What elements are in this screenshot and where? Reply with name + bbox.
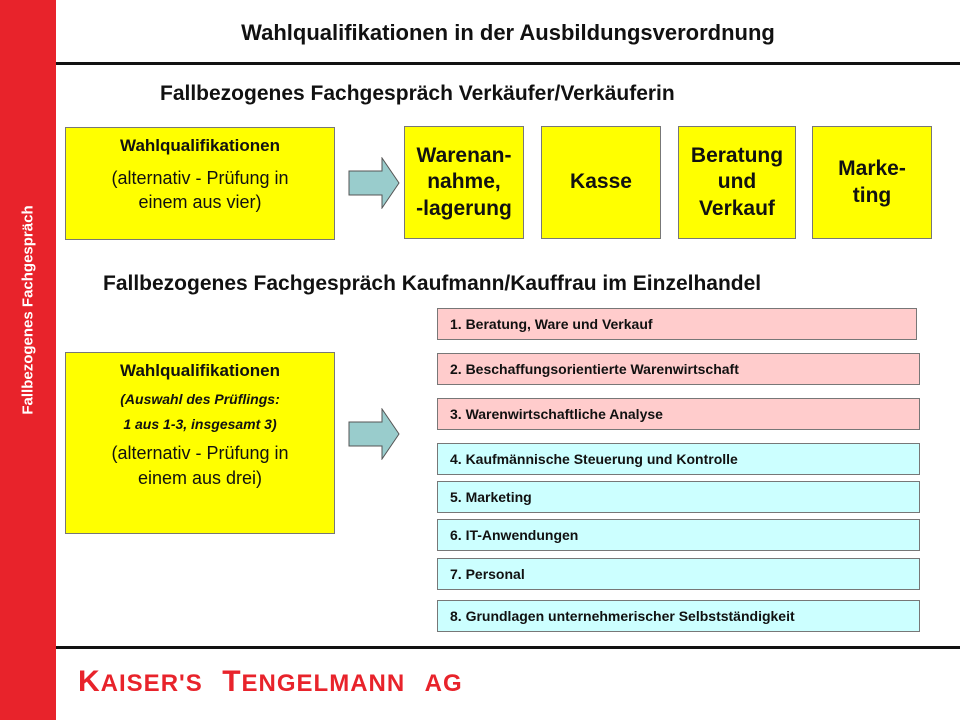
option-beratung-line3: Verkauf bbox=[699, 196, 775, 220]
company-logo bbox=[78, 665, 463, 699]
option-warenannahme-line2: nahme, bbox=[427, 170, 501, 194]
option-warenannahme-line1: Warenan- bbox=[416, 144, 512, 168]
section1-arrow-icon bbox=[348, 157, 400, 209]
section2-wq-ital2: 1 aus 1-3, insgesamt 3) bbox=[123, 416, 277, 433]
option-marketing-line2: ting bbox=[852, 183, 892, 207]
bottom-divider bbox=[56, 646, 960, 649]
section2-heading: Fallbezogenes Fachgespräch Kaufmann/Kauffrau im Einzelhandel bbox=[103, 272, 762, 295]
sidebar-label: Fallbezogenes Fachgespräch bbox=[19, 205, 37, 415]
list-item-6: 6. IT-Anwendungen bbox=[437, 519, 920, 551]
list-item-4: 4. Kaufmännische Steuerung und Kontrolle bbox=[437, 443, 920, 475]
option-marketing bbox=[812, 126, 932, 239]
logo-engelmann: ENGELMANN bbox=[241, 670, 406, 697]
page-title: Wahlqualifikationen in der Ausbildungsverordnung bbox=[241, 20, 775, 45]
section2-wq-ital1: (Auswahl des Prüflings: bbox=[120, 391, 280, 407]
section1-heading: Fallbezogenes Fachgespräch Verkäufer/Verkäuferin bbox=[160, 82, 675, 105]
logo-aiser: AISER bbox=[100, 670, 180, 697]
sidebar bbox=[0, 0, 56, 720]
option-kasse-line1: Kasse bbox=[570, 170, 632, 194]
section2-wq-box bbox=[65, 352, 335, 534]
logo-t: T bbox=[222, 665, 242, 698]
option-warenannahme-line3: -lagerung bbox=[416, 196, 512, 220]
logo-ag: AG bbox=[424, 670, 463, 697]
list-item-8: 8. Grundlagen unternehmerischer Selbstständigkeit bbox=[437, 600, 920, 632]
top-divider bbox=[56, 62, 960, 65]
list-item-7: 7. Personal bbox=[437, 558, 920, 590]
list-item-1: 1. Beratung, Ware und Verkauf bbox=[437, 308, 917, 340]
section1-wq-line2: einem aus vier) bbox=[138, 192, 262, 213]
section1-wq-box bbox=[65, 127, 335, 240]
option-beratung-line2: und bbox=[717, 170, 757, 194]
section2-wq-head: Wahlqualifikationen bbox=[120, 361, 280, 380]
section2-wq-line1: (alternativ - Prüfung in bbox=[111, 443, 289, 464]
logo-k: K bbox=[78, 665, 101, 698]
list-item-5: 5. Marketing bbox=[437, 481, 920, 513]
option-beratung-line1: Beratung bbox=[690, 144, 784, 168]
option-marketing-line1: Marke- bbox=[838, 157, 906, 181]
list-item-2: 2. Beschaffungsorientierte Warenwirtschaft bbox=[437, 353, 920, 385]
section1-wq-line1: (alternativ - Prüfung in bbox=[111, 168, 289, 188]
list-item-3: 3. Warenwirtschaftliche Analyse bbox=[437, 398, 920, 430]
option-kasse bbox=[541, 126, 661, 239]
option-warenannahme bbox=[404, 126, 524, 239]
section1-wq-head: Wahlqualifikationen bbox=[120, 136, 280, 155]
logo-s: 'S bbox=[179, 670, 203, 697]
option-beratung bbox=[678, 126, 796, 239]
section2-arrow-icon bbox=[348, 408, 400, 460]
section2-wq-line2: einem aus drei) bbox=[137, 467, 263, 488]
